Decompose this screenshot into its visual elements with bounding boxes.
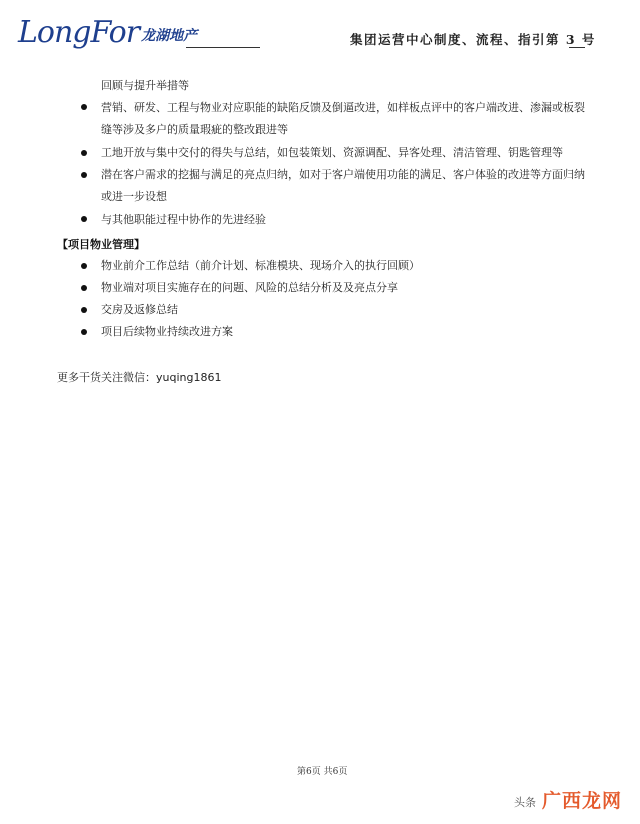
list-item-line: 营销、研发、工程与物业对应职能的缺陷反馈及倒逼改进，如样板点评中的客户端改进、渗漏或板裂 (101, 101, 585, 114)
watermark-text: 广西龙网 (542, 790, 623, 812)
list-item-line: 物业前介工作总结（前介计划、标准模块、现场介入的执行回顾） (101, 259, 420, 272)
list-item-line: 项目后续物业持续改进方案 (101, 325, 233, 338)
bullet-dot (81, 172, 87, 178)
bullet-dot (81, 150, 87, 156)
page-number: 第6页 共6页 (297, 767, 348, 777)
list-item-line: 或进一步设想 (101, 190, 167, 203)
bullet-dot (81, 285, 87, 291)
list-item-line: 工地开放与集中交付的得失与总结，如包装策划、资源调配、异客处理、清洁管理、钥匙管理等 (101, 146, 563, 159)
watermark (512, 786, 622, 813)
list-item-line: 缝等涉及多户的质量瑕疵的整改跟进等 (101, 123, 288, 136)
bullet-dot (81, 329, 87, 335)
list-item-line: 潜在客户需求的挖掘与满足的亮点归纳，如对于客户端使用功能的满足、客户体验的改进等方面归纳 (101, 168, 585, 181)
wechat-note: 更多干货关注微信：yuqing1861 (57, 371, 222, 384)
watermark-prefix: 头条 (514, 796, 536, 809)
longfor-logo (18, 15, 198, 50)
section-title: 【项目物业管理】 (57, 238, 145, 251)
bullet-dot (81, 216, 87, 222)
header-rule-right (569, 47, 585, 48)
bullet-dot (81, 307, 87, 313)
logo-wordmark: LongFor (18, 15, 140, 50)
list-item-line: 与其他职能过程中协作的先进经验 (101, 213, 266, 226)
list-item-line: 交房及返修总结 (101, 303, 178, 316)
header-rule-left (186, 47, 260, 48)
logo-chinese-name: 龙湖地产 (141, 28, 198, 44)
page-header (0, 0, 640, 60)
bullet-dot (81, 263, 87, 269)
document-title: 集团运营中心制度、流程、指引第 3 号 (350, 32, 596, 47)
list-item-line: 物业端对项目实施存在的问题、风险的总结分析及及亮点分享 (101, 281, 398, 294)
bullet-dot (81, 104, 87, 110)
continuation-line: 回顾与提升举措等 (101, 79, 189, 92)
